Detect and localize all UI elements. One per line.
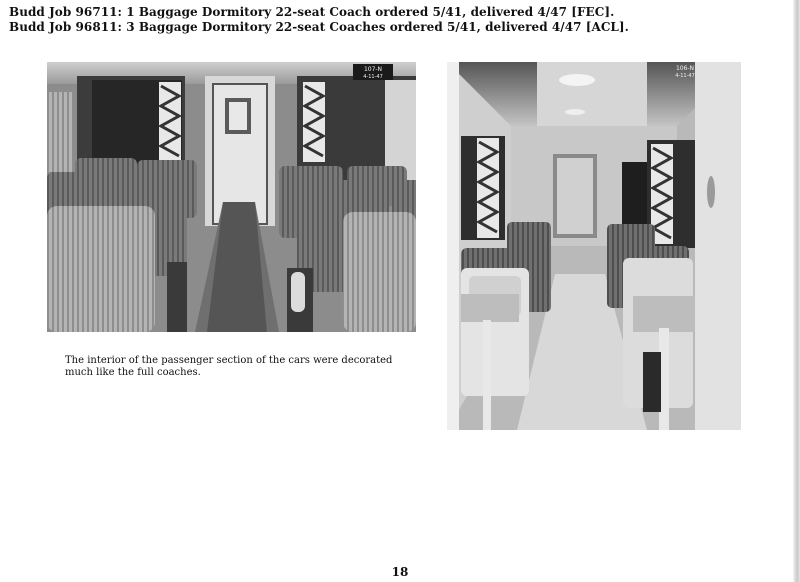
page-edge-shadow bbox=[793, 0, 800, 582]
header-line-2: Budd Job 96811: 3 Baggage Dormitory 22-seat Coaches ordered 5/41, delivered 4/47 [ACL]. bbox=[9, 20, 629, 34]
coach-interior-photo-right bbox=[447, 62, 741, 430]
dining-interior-image bbox=[447, 62, 741, 430]
coach-interior-photo-left bbox=[47, 62, 416, 332]
photo-stamp-left: 107-N bbox=[363, 66, 383, 73]
photo-caption: The interior of the passenger section of the cars were decorated much like the full coaches. bbox=[65, 355, 393, 378]
header-line-1: Budd Job 96711: 1 Baggage Dormitory 22-seat Coach ordered 5/41, delivered 4/47 [FEC]. bbox=[9, 5, 615, 19]
svg-text:4-11-47: 4-11-47 bbox=[363, 74, 383, 80]
svg-text:4-11-47: 4-11-47 bbox=[675, 73, 695, 79]
page-number: 18 bbox=[391, 565, 409, 579]
coach-interior-image bbox=[47, 62, 416, 332]
photo-stamp-right: 106-N bbox=[675, 65, 695, 72]
page-header bbox=[9, 5, 789, 35]
